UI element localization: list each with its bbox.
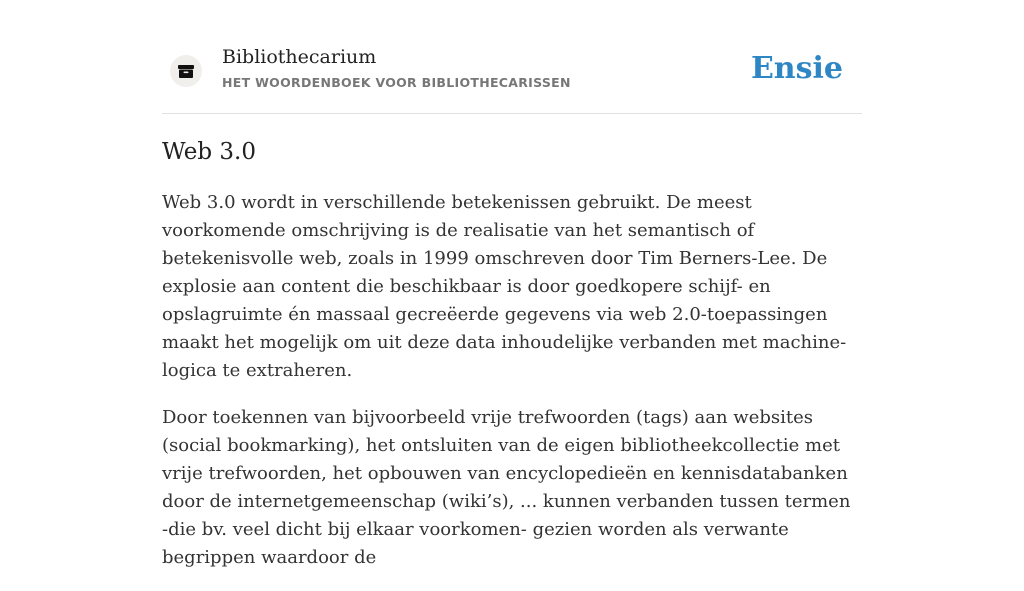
ensie-brand-link[interactable]: Ensie (750, 51, 843, 86)
entry-content (162, 135, 862, 591)
site-title[interactable]: Bibliothecarium (222, 46, 377, 68)
entry-paragraph-2: Door toekennen van bijvoorbeeld vrije trefwoorden (tags) aan websites (social bookmarking), het ontsluiten van de eigen bibliotheekcollectie met vrije trefwoorden, het opbouwen van encyclopedieën en kennisdatabanken door de internetgemeenschap (wiki’s), ... kunnen verbanden tussen termen -die bv. veel dicht bij elkaar voorkomen- gezien worden als verwante begrippen waardoor de (162, 407, 851, 568)
site-logo[interactable] (170, 55, 202, 87)
entry-title: Web 3.0 (162, 139, 256, 165)
site-subtitle: HET WOORDENBOEK VOOR BIBLIOTHECARISSEN (222, 75, 571, 90)
site-header (162, 36, 862, 114)
entry-paragraph-1: Web 3.0 wordt in verschillende betekenissen gebruikt. De meest voorkomende omschrijving is de realisatie van het semantisch of betekenisvolle web, zoals in 1999 omschreven door Tim Berners-Lee. De explosie aan content die beschikbaar is door goedkopere schijf- en opslagruimte én massaal gecreëerde gegevens via web 2.0-toepassingen maakt het mogelijk om uit deze data inhoudelijke verbanden met machine-logica te extraheren. (162, 192, 847, 381)
archive-box-icon (177, 63, 195, 79)
